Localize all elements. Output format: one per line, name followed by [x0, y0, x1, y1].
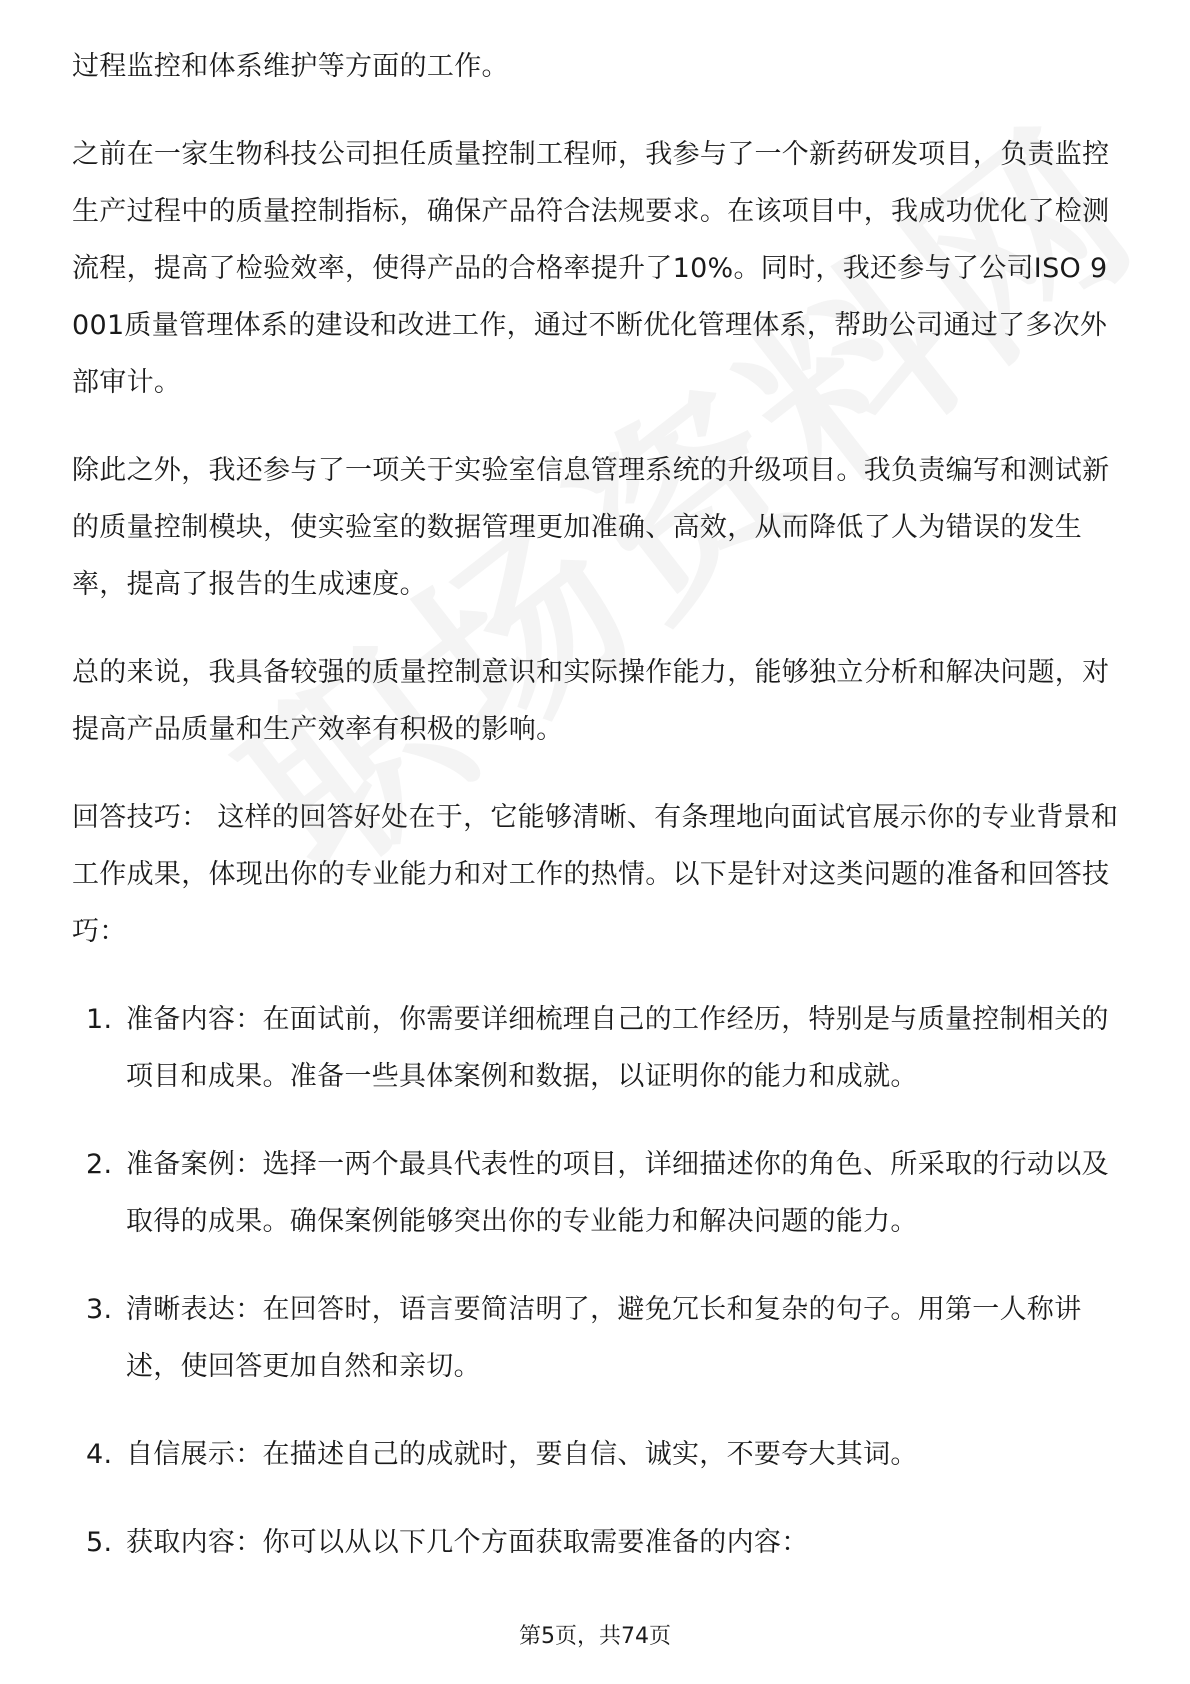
list-number: 4.: [86, 1439, 113, 1470]
document-body: [72, 38, 1122, 1602]
paragraph: 过程监控和体系维护等方面的工作。: [72, 51, 509, 82]
list-number: 2.: [86, 1149, 113, 1180]
list-item: [72, 1136, 1122, 1250]
list-text: 准备内容：在面试前，你需要详细梳理自己的工作经历，特别是与质量控制相关的项目和成果。准备一些具体案例和数据，以证明你的能力和成就。: [126, 1004, 1109, 1092]
paragraph: 之前在一家生物科技公司担任质量控制工程师，我参与了一个新药研发项目，负责监控生产过程中的质量控制指标，确保产品符合法规要求。在该项目中，我成功优化了检测流程，提高了检验效率，使得产品的合格率提升了10%。同时，我还参与了公司ISO 9001质量管理体系的建设和改进工作，通过不断优化管理体系，帮助公司通过了多次外部审计。: [72, 139, 1110, 398]
page-number-footer: 第5页，共74页: [519, 1624, 671, 1649]
list-item: [72, 1514, 1122, 1571]
list-text: 清晰表达：在回答时，语言要简洁明了，避免冗长和复杂的句子。用第一人称讲述，使回答更加自然和亲切。: [126, 1294, 1082, 1382]
list-text: 自信展示：在描述自己的成就时，要自信、诚实，不要夸大其词。: [126, 1439, 918, 1470]
paragraph: 总的来说，我具备较强的质量控制意识和实际操作能力，能够独立分析和解决问题，对提高产品质量和生产效率有积极的影响。: [72, 657, 1110, 745]
list-item: [72, 1281, 1122, 1395]
tips-list: [72, 991, 1122, 1571]
list-text: 准备案例：选择一两个最具代表性的项目，详细描述你的角色、所采取的行动以及取得的成果。确保案例能够突出你的专业能力和解决问题的能力。: [126, 1149, 1109, 1237]
list-text: 获取内容：你可以从以下几个方面获取需要准备的内容：: [126, 1527, 809, 1558]
paragraph: 除此之外，我还参与了一项关于实验室信息管理系统的升级项目。我负责编写和测试新的质量控制模块，使实验室的数据管理更加准确、高效，从而降低了人为错误的发生率，提高了报告的生成速度。: [72, 455, 1110, 600]
list-number: 1.: [86, 1004, 113, 1035]
list-number: 3.: [86, 1294, 113, 1325]
list-item: [72, 1426, 1122, 1483]
list-number: 5.: [86, 1527, 113, 1558]
list-item: [72, 991, 1122, 1105]
paragraph: 回答技巧： 这样的回答好处在于，它能够清晰、有条理地向面试官展示你的专业背景和工作成果，体现出你的专业能力和对工作的热情。以下是针对这类问题的准备和回答技巧：: [72, 802, 1119, 947]
